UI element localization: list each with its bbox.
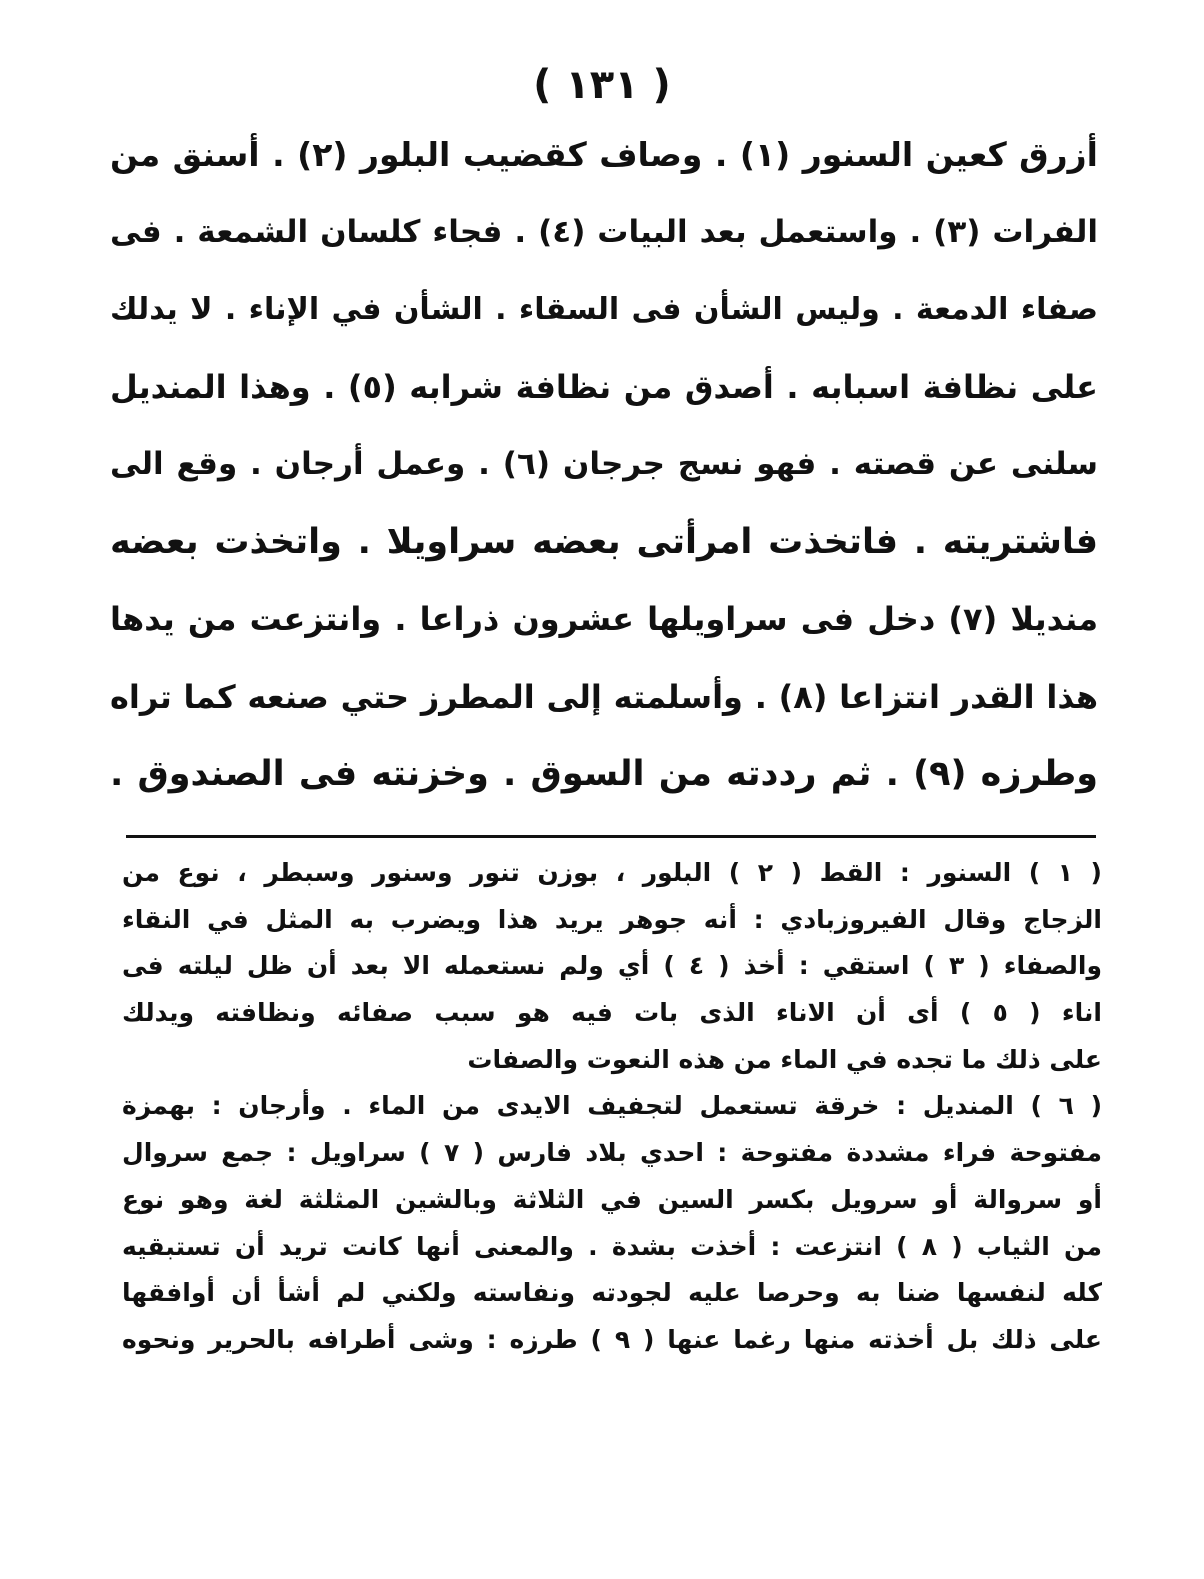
main-text-line: أزرق كعين السنور (١) . وصاف كقضيب البلور (٢) . أسنق من: [110, 135, 1098, 174]
main-text-block: [110, 116, 1098, 814]
footnote-line: اناء ( ٥ ) أى أن الاناء الذى بات فيه هو سبب صفائه ونظافته ويدلك: [122, 998, 1102, 1028]
footnote-line: على ذلك ما تجده في الماء من هذه النعوت والصفات: [467, 1044, 1102, 1074]
footnote-line: أو سروالة أو سرويل بكسر السين في الثلاثة وبالشين المثلثة لغة وهو نوع: [122, 1184, 1102, 1214]
footnote-line: والصفاء ( ٣ ) استقي : أخذ ( ٤ ) أي ولم نستعمله الا بعد أن ظل ليلته فى: [122, 951, 1102, 981]
footnote-line: على ذلك بل أخذته منها رغما عنها ( ٩ ) طرزه : وشى أطرافه بالحرير ونحوه: [122, 1324, 1102, 1354]
main-text-line: منديلا (٧) دخل فى سراويلها عشرون ذراعا . وانتزعت من يدها: [110, 600, 1098, 638]
main-text-line: على نظافة اسبابه . أصدق من نظافة شرابه (٥) . وهذا المنديل: [110, 367, 1098, 406]
main-text-line: هذا القدر انتزاعا (٨) . وأسلمته إلى المطرز حتي صنعه كما تراه: [110, 677, 1098, 716]
page-number: ( ١٣١ ): [533, 62, 671, 108]
main-text-line: وطرزه (٩) . ثم رددته من السوق . وخزنته فى الصندوق .: [110, 754, 1098, 794]
main-text-line: الفرات (٣) . واستعمل بعد البيات (٤) . فجاء كلسان الشمعة . فى: [110, 213, 1098, 250]
footnote-line: مفتوحة فراء مشددة مفتوحة : احدي بلاد فارس ( ٧ ) سراويل : جمع سروال: [122, 1138, 1102, 1168]
main-text-line: فاشتريته . فاتخذت امرأتى بعضه سراويلا . واتخذت بعضه: [110, 521, 1098, 562]
footnote-line: كله لنفسها ضنا به وحرصا عليه لجودته ونفاسته ولكني لم أشأ أن أوافقها: [122, 1278, 1102, 1308]
footnote-line: ( ١ ) السنور : القط ( ٢ ) البلور ، بوزن تنور وسنور وسبطر ، نوع من: [122, 858, 1102, 887]
footnote-divider: [126, 835, 1096, 838]
main-text-line: سلنى عن قصته . فهو نسج جرجان (٦) . وعمل أرجان . وقع الى: [110, 446, 1098, 482]
footnote-line: من الثياب ( ٨ ) انتزعت : أخذت بشدة . والمعنى أنها كانت تريد أن تستبقيه: [122, 1231, 1102, 1261]
main-text-line: صفاء الدمعة . وليس الشأن فى السقاء . الشأن في الإناء . لا يدلك: [110, 292, 1098, 327]
footnote-line: ( ٦ ) المنديل : خرقة تستعمل لتجفيف الايدى من الماء . وأرجان : بهمزة: [122, 1091, 1102, 1121]
footnote-line: الزجاج وقال الفيروزبادي : أنه جوهر يريد هذا ويضرب به المثل في النقاء: [122, 904, 1102, 934]
footnotes-block: [122, 850, 1102, 1364]
